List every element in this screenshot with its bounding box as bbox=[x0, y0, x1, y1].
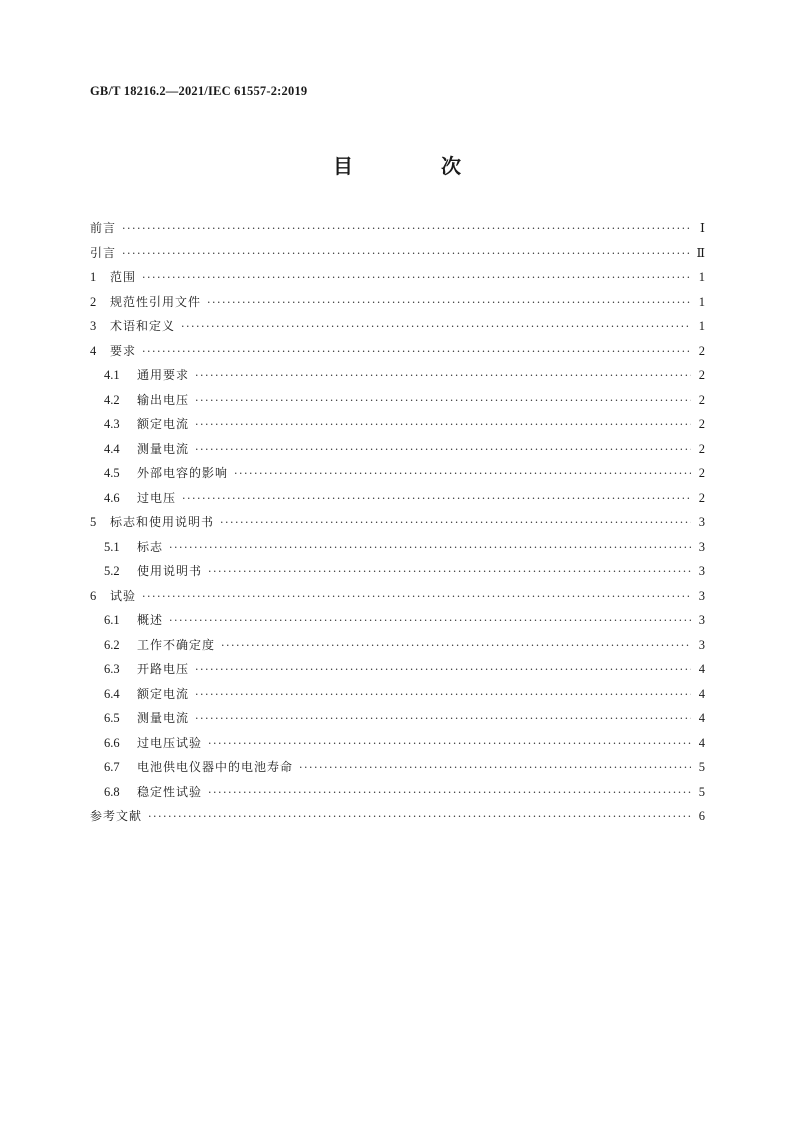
toc-entry-page-number: 3 bbox=[698, 588, 705, 603]
toc-entry-label: 通用要求 bbox=[137, 368, 190, 382]
toc-entry[interactable] bbox=[90, 755, 705, 780]
dot-leader bbox=[169, 536, 691, 561]
toc-entry-label: 标志和使用说明书 bbox=[110, 515, 215, 529]
dot-leader bbox=[148, 805, 691, 830]
toc-entry-label: 过电压试验 bbox=[137, 735, 203, 750]
standard-code-header: GB/T 18216.2—2021/IEC 61557-2:2019 bbox=[90, 84, 308, 98]
table-of-contents bbox=[90, 216, 705, 829]
toc-entry-page-number: 2 bbox=[698, 343, 705, 358]
toc-entry-number: 4 bbox=[90, 343, 97, 358]
toc-entry-label: 参考文献 bbox=[90, 809, 143, 823]
toc-entry[interactable] bbox=[90, 412, 705, 437]
toc-entry[interactable] bbox=[90, 657, 705, 682]
toc-entry[interactable] bbox=[90, 731, 705, 756]
dot-leader bbox=[234, 462, 691, 487]
toc-entry-label: 前言 bbox=[90, 221, 117, 235]
toc-entry[interactable] bbox=[90, 216, 705, 241]
dot-leader bbox=[195, 413, 691, 438]
toc-entry[interactable] bbox=[90, 363, 705, 388]
dot-leader bbox=[195, 438, 691, 463]
toc-entry-number: 6.4 bbox=[104, 686, 120, 701]
toc-entry-page-number: 4 bbox=[698, 735, 705, 750]
toc-entry-label: 测量电流 bbox=[137, 441, 190, 456]
toc-entry-page-number: 2 bbox=[698, 490, 705, 505]
toc-entry-label: 额定电流 bbox=[137, 417, 190, 431]
toc-entry-label: 概述 bbox=[137, 613, 164, 627]
dot-leader bbox=[220, 511, 691, 536]
toc-entry-number: 5.1 bbox=[104, 539, 120, 554]
toc-entry-label: 范围 bbox=[110, 270, 137, 284]
dot-leader bbox=[208, 781, 691, 806]
toc-entry-page-number: 2 bbox=[698, 441, 705, 456]
toc-entry-page-number: 3 bbox=[698, 637, 705, 652]
toc-entry-label: 开路电压 bbox=[137, 662, 190, 676]
dot-leader bbox=[207, 291, 691, 316]
toc-entry-label: 使用说明书 bbox=[137, 564, 203, 578]
toc-entry-number: 5.2 bbox=[104, 564, 120, 578]
toc-entry-page-number: 5 bbox=[698, 784, 705, 799]
toc-entry-page-number: 1 bbox=[698, 270, 705, 284]
dot-leader bbox=[142, 585, 691, 610]
toc-entry-page-number: 4 bbox=[698, 686, 705, 701]
toc-entry-number: 4.5 bbox=[104, 466, 120, 480]
dot-leader bbox=[142, 340, 691, 365]
dot-leader bbox=[221, 634, 691, 659]
toc-entry[interactable] bbox=[90, 241, 705, 266]
toc-entry-label: 工作不确定度 bbox=[137, 637, 216, 652]
toc-entry-label: 规范性引用文件 bbox=[110, 294, 202, 309]
toc-entry-page-number: 3 bbox=[698, 564, 705, 578]
toc-entry[interactable] bbox=[90, 584, 705, 609]
toc-entry-number: 6 bbox=[90, 588, 97, 603]
toc-entry[interactable] bbox=[90, 388, 705, 413]
toc-entry-number: 4.4 bbox=[104, 441, 120, 456]
toc-entry-page-number: 4 bbox=[698, 662, 705, 676]
toc-entry-page-number: 2 bbox=[698, 392, 705, 407]
toc-entry-number: 1 bbox=[90, 270, 97, 284]
toc-entry[interactable] bbox=[90, 535, 705, 560]
toc-entry[interactable] bbox=[90, 265, 705, 290]
toc-entry-page-number: 3 bbox=[698, 613, 705, 627]
toc-entry[interactable] bbox=[90, 437, 705, 462]
toc-entry[interactable] bbox=[90, 706, 705, 731]
toc-entry-label: 引言 bbox=[90, 245, 117, 260]
toc-entry[interactable] bbox=[90, 314, 705, 339]
toc-entry[interactable] bbox=[90, 486, 705, 511]
toc-entry[interactable] bbox=[90, 510, 705, 535]
toc-entry[interactable] bbox=[90, 780, 705, 805]
dot-leader bbox=[195, 658, 691, 683]
toc-entry-number: 6.5 bbox=[104, 711, 120, 725]
dot-leader bbox=[169, 609, 691, 634]
toc-entry[interactable] bbox=[90, 339, 705, 364]
dot-leader bbox=[208, 560, 691, 585]
toc-entry-page-number: 1 bbox=[698, 319, 705, 333]
toc-entry-label: 要求 bbox=[110, 343, 137, 358]
dot-leader bbox=[122, 217, 691, 242]
dot-leader bbox=[195, 364, 691, 389]
toc-entry-number: 6.3 bbox=[104, 662, 120, 676]
toc-entry-number: 6.8 bbox=[104, 784, 120, 799]
toc-entry-number: 6.1 bbox=[104, 613, 120, 627]
toc-entry-number: 6.6 bbox=[104, 735, 120, 750]
toc-entry-label: 额定电流 bbox=[137, 686, 190, 701]
toc-entry-number: 4.6 bbox=[104, 490, 120, 505]
toc-entry-number: 5 bbox=[90, 515, 97, 529]
toc-entry-number: 6.7 bbox=[104, 760, 120, 774]
toc-entry-label: 稳定性试验 bbox=[137, 784, 203, 799]
toc-entry-number: 4.3 bbox=[104, 417, 120, 431]
toc-entry-label: 标志 bbox=[137, 539, 164, 554]
toc-entry-page-number: 2 bbox=[698, 417, 705, 431]
toc-entry-page-number: 4 bbox=[698, 711, 705, 725]
toc-entry-label: 过电压 bbox=[137, 490, 177, 505]
toc-entry-label: 术语和定义 bbox=[110, 319, 176, 333]
toc-entry-label: 试验 bbox=[110, 588, 137, 603]
toc-entry-page-number: 5 bbox=[698, 760, 705, 774]
toc-entry[interactable] bbox=[90, 559, 705, 584]
dot-leader bbox=[195, 389, 691, 414]
dot-leader bbox=[299, 756, 691, 781]
toc-entry-number: 3 bbox=[90, 319, 97, 333]
dot-leader bbox=[181, 315, 691, 340]
toc-entry[interactable] bbox=[90, 461, 705, 486]
toc-entry-number: 4.1 bbox=[104, 368, 120, 382]
dot-leader bbox=[195, 683, 691, 708]
toc-entry[interactable] bbox=[90, 290, 705, 315]
toc-entry-label: 电池供电仪器中的电池寿命 bbox=[137, 760, 294, 774]
dot-leader bbox=[195, 707, 691, 732]
toc-entry-page-number: Ⅱ bbox=[696, 245, 705, 260]
toc-entry-label: 外部电容的影响 bbox=[137, 466, 229, 480]
toc-entry-page-number: 2 bbox=[698, 368, 705, 382]
toc-entry[interactable] bbox=[90, 804, 705, 829]
toc-entry[interactable] bbox=[90, 633, 705, 658]
toc-entry-page-number: 3 bbox=[698, 539, 705, 554]
dot-leader bbox=[142, 266, 691, 291]
dot-leader bbox=[122, 242, 691, 267]
toc-entry-number: 6.2 bbox=[104, 637, 120, 652]
toc-entry-page-number: 1 bbox=[698, 294, 705, 309]
toc-entry-label: 输出电压 bbox=[137, 392, 190, 407]
toc-entry-number: 2 bbox=[90, 294, 97, 309]
toc-entry-page-number: Ⅰ bbox=[700, 221, 705, 235]
toc-entry-label: 测量电流 bbox=[137, 711, 190, 725]
dot-leader bbox=[208, 732, 691, 757]
toc-entry-number: 4.2 bbox=[104, 392, 120, 407]
toc-entry[interactable] bbox=[90, 608, 705, 633]
toc-entry[interactable] bbox=[90, 682, 705, 707]
toc-entry-page-number: 3 bbox=[698, 515, 705, 529]
toc-entry-page-number: 6 bbox=[698, 809, 705, 823]
dot-leader bbox=[182, 487, 691, 512]
toc-entry-page-number: 2 bbox=[698, 466, 705, 480]
page-title: 目 次 bbox=[333, 154, 495, 178]
